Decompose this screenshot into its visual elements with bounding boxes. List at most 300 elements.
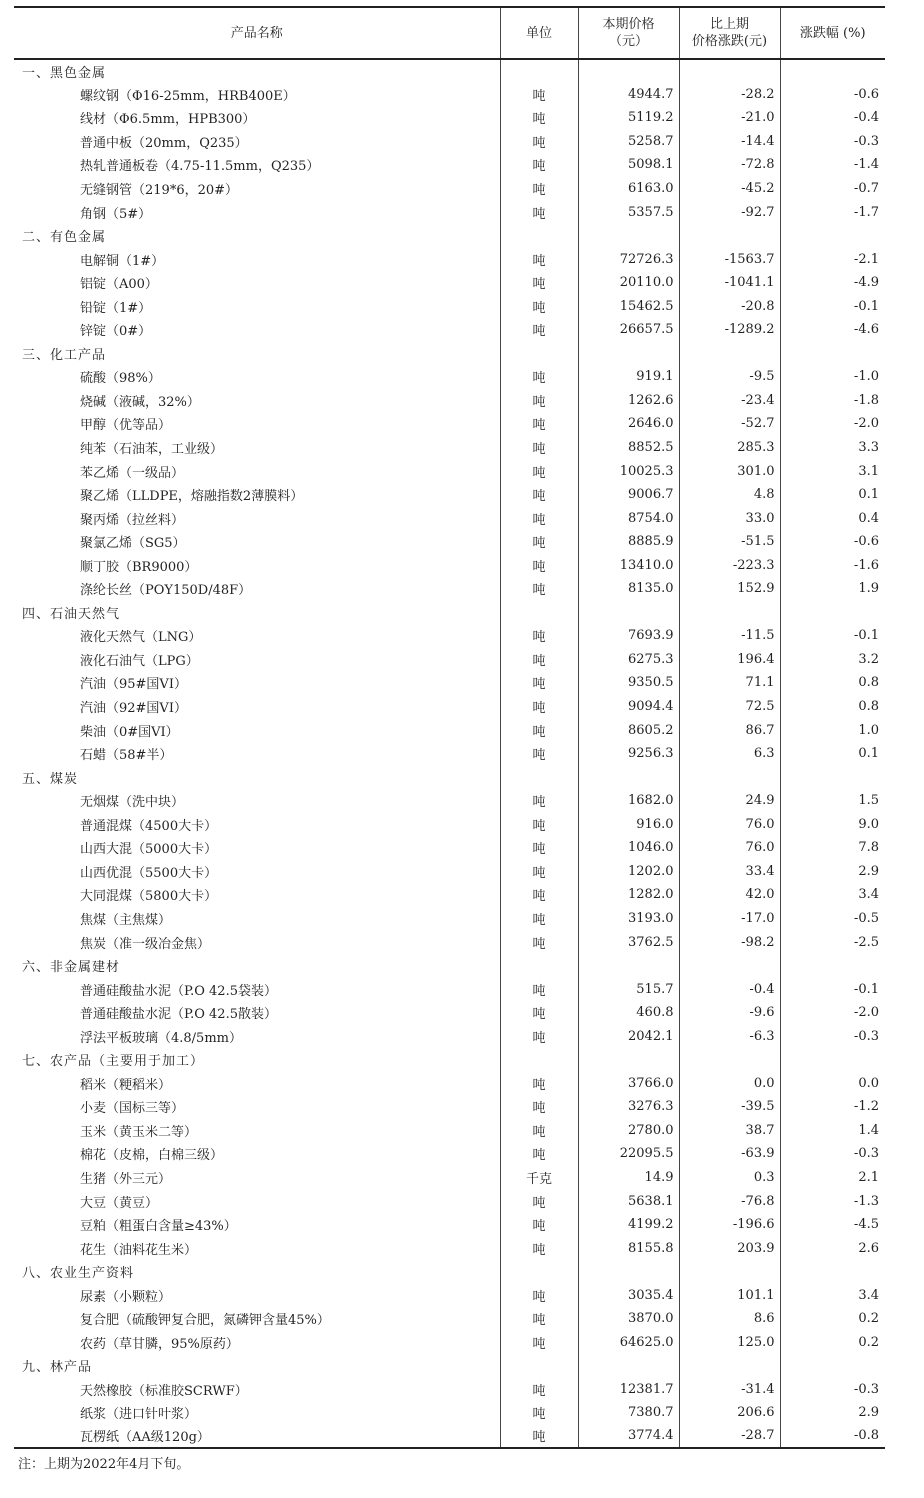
header-change-line2: 价格涨跌(元) xyxy=(691,34,768,49)
unit-cell: 吨 xyxy=(500,1331,578,1355)
unit-cell: 吨 xyxy=(500,671,578,695)
unit-cell: 吨 xyxy=(500,624,578,648)
change-cell: -196.6 xyxy=(679,1213,780,1237)
category-label: 八、农业生产资料 xyxy=(22,1266,135,1282)
change-cell: -45.2 xyxy=(679,177,780,201)
product-name: 聚丙烯（拉丝料） xyxy=(80,512,185,528)
category-row xyxy=(14,1048,885,1072)
product-name: 花生（油料花生米） xyxy=(80,1242,198,1258)
price-cell: 7380.7 xyxy=(578,1401,679,1425)
table-row xyxy=(14,1119,885,1143)
product-name: 苯乙烯（一级品） xyxy=(80,465,185,481)
price-cell: 12381.7 xyxy=(578,1378,679,1402)
empty-cell xyxy=(500,342,578,366)
table-row xyxy=(14,860,885,884)
change-cell: 76.0 xyxy=(679,813,780,837)
empty-cell xyxy=(679,601,780,625)
unit-cell: 吨 xyxy=(500,506,578,530)
header-change xyxy=(679,7,780,59)
unit-cell: 吨 xyxy=(500,247,578,271)
price-cell: 1282.0 xyxy=(578,883,679,907)
unit-cell: 吨 xyxy=(500,1024,578,1048)
category-row xyxy=(14,342,885,366)
empty-cell xyxy=(500,954,578,978)
empty-cell xyxy=(500,765,578,789)
pct-cell: -0.3 xyxy=(780,130,885,154)
unit-cell: 吨 xyxy=(500,695,578,719)
price-cell: 9006.7 xyxy=(578,483,679,507)
table-row xyxy=(14,624,885,648)
price-cell: 3762.5 xyxy=(578,930,679,954)
pct-cell: -0.7 xyxy=(780,177,885,201)
change-cell: -76.8 xyxy=(679,1189,780,1213)
unit-cell: 吨 xyxy=(500,1307,578,1331)
table-header xyxy=(14,7,885,59)
price-cell: 8605.2 xyxy=(578,718,679,742)
pct-cell: 1.4 xyxy=(780,1119,885,1143)
price-cell: 64625.0 xyxy=(578,1331,679,1355)
product-name: 山西优混（5500大卡） xyxy=(80,865,218,881)
table-row xyxy=(14,247,885,271)
product-name: 涤纶长丝（POY150D/48F） xyxy=(80,583,252,599)
change-cell: -28.7 xyxy=(679,1425,780,1449)
product-name: 烧碱（液碱，32%） xyxy=(80,394,200,410)
price-cell: 14.9 xyxy=(578,1166,679,1190)
pct-cell: -4.5 xyxy=(780,1213,885,1237)
change-cell: -23.4 xyxy=(679,389,780,413)
table-row xyxy=(14,1331,885,1355)
unit-cell: 吨 xyxy=(500,530,578,554)
price-cell: 8852.5 xyxy=(578,436,679,460)
table-row xyxy=(14,1307,885,1331)
unit-cell: 吨 xyxy=(500,83,578,107)
empty-cell xyxy=(578,59,679,83)
empty-cell xyxy=(679,954,780,978)
table-body xyxy=(14,59,885,1448)
change-cell: 301.0 xyxy=(679,459,780,483)
pct-cell: -0.6 xyxy=(780,530,885,554)
unit-cell: 吨 xyxy=(500,1236,578,1260)
empty-cell xyxy=(500,601,578,625)
price-cell: 5098.1 xyxy=(578,153,679,177)
empty-cell xyxy=(679,765,780,789)
pct-cell: 0.8 xyxy=(780,695,885,719)
price-cell: 3774.4 xyxy=(578,1425,679,1449)
pct-cell: 2.9 xyxy=(780,860,885,884)
pct-cell: -0.4 xyxy=(780,106,885,130)
product-name: 浮法平板玻璃（4.8/5mm） xyxy=(80,1030,242,1046)
price-cell: 3035.4 xyxy=(578,1283,679,1307)
price-cell: 3870.0 xyxy=(578,1307,679,1331)
empty-cell xyxy=(578,1260,679,1284)
pct-cell: -0.8 xyxy=(780,1425,885,1449)
unit-cell: 吨 xyxy=(500,1119,578,1143)
change-cell: 4.8 xyxy=(679,483,780,507)
unit-cell: 吨 xyxy=(500,271,578,295)
unit-cell: 吨 xyxy=(500,1425,578,1449)
table-row xyxy=(14,200,885,224)
table-row xyxy=(14,294,885,318)
table-row xyxy=(14,483,885,507)
product-name: 铅锭（1#） xyxy=(80,300,152,316)
table-row xyxy=(14,1001,885,1025)
product-name: 山西大混（5000大卡） xyxy=(80,842,218,858)
pct-cell: -2.5 xyxy=(780,930,885,954)
product-name: 焦煤（主焦煤） xyxy=(80,912,172,928)
footnote: 注：上期为2022年4月下旬。 xyxy=(18,1457,190,1472)
empty-cell xyxy=(500,59,578,83)
product-name: 甲醇（优等品） xyxy=(80,418,172,434)
category-label: 五、煤炭 xyxy=(22,771,79,787)
empty-cell xyxy=(500,1354,578,1378)
product-name: 生猪（外三元） xyxy=(80,1171,172,1187)
change-cell: 203.9 xyxy=(679,1236,780,1260)
change-cell: -9.6 xyxy=(679,1001,780,1025)
empty-cell xyxy=(780,342,885,366)
product-name: 大豆（黄豆） xyxy=(80,1195,159,1211)
change-cell: -6.3 xyxy=(679,1024,780,1048)
price-cell: 5258.7 xyxy=(578,130,679,154)
product-name: 顺丁胶（BR9000） xyxy=(80,559,198,575)
change-cell: -72.8 xyxy=(679,153,780,177)
unit-cell: 吨 xyxy=(500,1401,578,1425)
table-row xyxy=(14,742,885,766)
price-cell: 7693.9 xyxy=(578,624,679,648)
table-row xyxy=(14,436,885,460)
empty-cell xyxy=(500,1048,578,1072)
unit-cell: 吨 xyxy=(500,1283,578,1307)
header-unit: 单位 xyxy=(500,7,578,59)
header-name: 产品名称 xyxy=(230,25,283,41)
pct-cell: 3.3 xyxy=(780,436,885,460)
empty-cell xyxy=(679,342,780,366)
product-name: 线材（Φ6.5mm，HPB300） xyxy=(80,112,256,128)
table-row xyxy=(14,577,885,601)
change-cell: 125.0 xyxy=(679,1331,780,1355)
change-cell: 206.6 xyxy=(679,1401,780,1425)
table-row xyxy=(14,695,885,719)
unit-cell: 吨 xyxy=(500,577,578,601)
pct-cell: 7.8 xyxy=(780,836,885,860)
table-row xyxy=(14,1095,885,1119)
empty-cell xyxy=(780,1260,885,1284)
product-name: 普通硅酸盐水泥（P.O 42.5袋装） xyxy=(80,983,277,999)
empty-cell xyxy=(578,765,679,789)
empty-cell xyxy=(780,765,885,789)
table-row xyxy=(14,977,885,1001)
price-cell: 10025.3 xyxy=(578,459,679,483)
table-row xyxy=(14,553,885,577)
change-cell: -21.0 xyxy=(679,106,780,130)
price-table xyxy=(14,6,885,1449)
table-row xyxy=(14,530,885,554)
category-row xyxy=(14,601,885,625)
pct-cell: -2.0 xyxy=(780,412,885,436)
pct-cell: -4.6 xyxy=(780,318,885,342)
empty-cell xyxy=(679,1354,780,1378)
pct-cell: 0.2 xyxy=(780,1307,885,1331)
table-row xyxy=(14,930,885,954)
category-label: 六、非金属建材 xyxy=(22,960,121,976)
category-label: 一、黑色金属 xyxy=(22,65,107,81)
unit-cell: 吨 xyxy=(500,153,578,177)
unit-cell: 吨 xyxy=(500,977,578,1001)
empty-cell xyxy=(780,1354,885,1378)
empty-cell xyxy=(578,954,679,978)
table-row xyxy=(14,83,885,107)
change-cell: -1041.1 xyxy=(679,271,780,295)
product-name: 汽油（95#国VI） xyxy=(80,677,187,693)
pct-cell: -1.6 xyxy=(780,553,885,577)
unit-cell: 吨 xyxy=(500,436,578,460)
product-name: 柴油（0#国VI） xyxy=(80,724,179,740)
product-name: 角钢（5#） xyxy=(80,206,152,222)
unit-cell: 吨 xyxy=(500,648,578,672)
unit-cell: 吨 xyxy=(500,553,578,577)
empty-cell xyxy=(500,1260,578,1284)
product-name: 硫酸（98%） xyxy=(80,371,161,387)
change-cell: -9.5 xyxy=(679,365,780,389)
pct-cell: -1.7 xyxy=(780,200,885,224)
pct-cell: -1.8 xyxy=(780,389,885,413)
price-cell: 1682.0 xyxy=(578,789,679,813)
empty-cell xyxy=(679,1048,780,1072)
change-cell: -11.5 xyxy=(679,624,780,648)
empty-cell xyxy=(780,1048,885,1072)
category-label: 二、有色金属 xyxy=(22,230,107,246)
pct-cell: -0.3 xyxy=(780,1378,885,1402)
pct-cell: 0.2 xyxy=(780,1331,885,1355)
change-cell: 285.3 xyxy=(679,436,780,460)
pct-cell: -0.1 xyxy=(780,294,885,318)
change-cell: 86.7 xyxy=(679,718,780,742)
header-change-line1: 比上期 xyxy=(709,17,749,32)
empty-cell xyxy=(578,224,679,248)
product-name: 石蜡（58#半） xyxy=(80,748,173,764)
pct-cell: 0.0 xyxy=(780,1072,885,1096)
product-name: 纸浆（进口针叶浆） xyxy=(80,1407,198,1423)
change-cell: 0.0 xyxy=(679,1072,780,1096)
price-cell: 460.8 xyxy=(578,1001,679,1025)
category-label: 四、石油天然气 xyxy=(22,606,121,622)
table-row xyxy=(14,648,885,672)
price-cell: 8754.0 xyxy=(578,506,679,530)
pct-cell: -0.3 xyxy=(780,1142,885,1166)
table-row xyxy=(14,1024,885,1048)
pct-cell: -4.9 xyxy=(780,271,885,295)
empty-cell xyxy=(679,224,780,248)
change-cell: 196.4 xyxy=(679,648,780,672)
price-cell: 3766.0 xyxy=(578,1072,679,1096)
unit-cell: 吨 xyxy=(500,294,578,318)
unit-cell: 吨 xyxy=(500,177,578,201)
product-name: 无缝钢管（219*6，20#） xyxy=(80,183,239,198)
empty-cell xyxy=(780,954,885,978)
change-cell: 24.9 xyxy=(679,789,780,813)
pct-cell: -1.0 xyxy=(780,365,885,389)
product-name: 天然橡胶（标准胶SCRWF） xyxy=(80,1383,248,1399)
price-cell: 4199.2 xyxy=(578,1213,679,1237)
unit-cell: 吨 xyxy=(500,789,578,813)
empty-cell xyxy=(679,59,780,83)
price-cell: 8135.0 xyxy=(578,577,679,601)
price-cell: 5357.5 xyxy=(578,200,679,224)
table-row xyxy=(14,130,885,154)
change-cell: -14.4 xyxy=(679,130,780,154)
product-name: 稻米（粳稻米） xyxy=(80,1077,172,1093)
pct-cell: -2.0 xyxy=(780,1001,885,1025)
change-cell: 152.9 xyxy=(679,577,780,601)
category-row xyxy=(14,1260,885,1284)
change-cell: 0.3 xyxy=(679,1166,780,1190)
pct-cell: -0.5 xyxy=(780,907,885,931)
price-cell: 22095.5 xyxy=(578,1142,679,1166)
unit-cell: 吨 xyxy=(500,1189,578,1213)
price-cell: 1046.0 xyxy=(578,836,679,860)
price-cell: 5119.2 xyxy=(578,106,679,130)
pct-cell: 0.1 xyxy=(780,742,885,766)
category-label: 九、林产品 xyxy=(22,1360,93,1376)
product-name: 焦炭（准一级冶金焦） xyxy=(80,936,211,952)
table-row xyxy=(14,718,885,742)
unit-cell: 吨 xyxy=(500,459,578,483)
price-cell: 15462.5 xyxy=(578,294,679,318)
category-row xyxy=(14,1354,885,1378)
product-name: 普通混煤（4500大卡） xyxy=(80,818,218,834)
table-row xyxy=(14,1213,885,1237)
table-row xyxy=(14,836,885,860)
table-row xyxy=(14,1142,885,1166)
pct-cell: 0.8 xyxy=(780,671,885,695)
table-row xyxy=(14,389,885,413)
empty-cell xyxy=(578,342,679,366)
change-cell: -1563.7 xyxy=(679,247,780,271)
change-cell: -28.2 xyxy=(679,83,780,107)
product-name: 螺纹钢（Φ16-25mm，HRB400E） xyxy=(80,88,296,104)
pct-cell: 3.4 xyxy=(780,1283,885,1307)
empty-cell xyxy=(780,601,885,625)
change-cell: 38.7 xyxy=(679,1119,780,1143)
product-name: 复合肥（硫酸钾复合肥，氮磷钾含量45%） xyxy=(80,1313,330,1329)
unit-cell: 吨 xyxy=(500,1095,578,1119)
product-name: 聚乙烯（LLDPE，熔融指数2薄膜料） xyxy=(80,489,304,505)
change-cell: -31.4 xyxy=(679,1378,780,1402)
table-row xyxy=(14,1425,885,1449)
price-cell: 3276.3 xyxy=(578,1095,679,1119)
change-cell: 76.0 xyxy=(679,836,780,860)
change-cell: -1289.2 xyxy=(679,318,780,342)
unit-cell: 吨 xyxy=(500,742,578,766)
pct-cell: 2.1 xyxy=(780,1166,885,1190)
change-cell: 6.3 xyxy=(679,742,780,766)
empty-cell xyxy=(578,601,679,625)
unit-cell: 吨 xyxy=(500,200,578,224)
price-cell: 72726.3 xyxy=(578,247,679,271)
unit-cell: 吨 xyxy=(500,813,578,837)
product-name: 电解铜（1#） xyxy=(80,253,165,269)
unit-cell: 吨 xyxy=(500,412,578,436)
price-cell: 2646.0 xyxy=(578,412,679,436)
change-cell: -51.5 xyxy=(679,530,780,554)
change-cell: 72.5 xyxy=(679,695,780,719)
price-cell: 5638.1 xyxy=(578,1189,679,1213)
pct-cell: -1.2 xyxy=(780,1095,885,1119)
header-pct: 涨跌幅 (%) xyxy=(780,7,885,59)
unit-cell: 吨 xyxy=(500,1213,578,1237)
empty-cell xyxy=(578,1354,679,1378)
unit-cell: 吨 xyxy=(500,1142,578,1166)
table-row xyxy=(14,1378,885,1402)
pct-cell: 0.1 xyxy=(780,483,885,507)
unit-cell: 吨 xyxy=(500,318,578,342)
change-cell: -39.5 xyxy=(679,1095,780,1119)
category-row xyxy=(14,59,885,83)
product-name: 尿素（小颗粒） xyxy=(80,1289,172,1305)
price-cell: 8155.8 xyxy=(578,1236,679,1260)
pct-cell: 3.4 xyxy=(780,883,885,907)
table-row xyxy=(14,106,885,130)
change-cell: 71.1 xyxy=(679,671,780,695)
table-row xyxy=(14,365,885,389)
price-cell: 916.0 xyxy=(578,813,679,837)
category-row xyxy=(14,954,885,978)
pct-cell: -0.6 xyxy=(780,83,885,107)
pct-cell: -1.4 xyxy=(780,153,885,177)
table-row xyxy=(14,813,885,837)
unit-cell: 吨 xyxy=(500,930,578,954)
price-cell: 26657.5 xyxy=(578,318,679,342)
price-cell: 20110.0 xyxy=(578,271,679,295)
change-cell: -52.7 xyxy=(679,412,780,436)
table-row xyxy=(14,1166,885,1190)
change-cell: 33.4 xyxy=(679,860,780,884)
table-row xyxy=(14,671,885,695)
unit-cell: 吨 xyxy=(500,365,578,389)
table-row xyxy=(14,506,885,530)
pct-cell: 2.9 xyxy=(780,1401,885,1425)
product-name: 棉花（皮棉，白棉三级） xyxy=(80,1148,224,1164)
table-row xyxy=(14,883,885,907)
product-name: 汽油（92#国VI） xyxy=(80,701,187,717)
pct-cell: 9.0 xyxy=(780,813,885,837)
category-row xyxy=(14,224,885,248)
change-cell: -63.9 xyxy=(679,1142,780,1166)
price-cell: 1262.6 xyxy=(578,389,679,413)
table-row xyxy=(14,1283,885,1307)
change-cell: -0.4 xyxy=(679,977,780,1001)
pct-cell: -2.1 xyxy=(780,247,885,271)
price-cell: 1202.0 xyxy=(578,860,679,884)
product-name: 玉米（黄玉米二等） xyxy=(80,1124,198,1140)
product-name: 普通中板（20mm，Q235） xyxy=(80,135,248,151)
pct-cell: 3.1 xyxy=(780,459,885,483)
change-cell: 8.6 xyxy=(679,1307,780,1331)
price-cell: 8885.9 xyxy=(578,530,679,554)
product-name: 聚氯乙烯（SG5） xyxy=(80,536,186,552)
price-cell: 4944.7 xyxy=(578,83,679,107)
product-name: 液化石油气（LPG） xyxy=(80,653,199,669)
table-row xyxy=(14,271,885,295)
price-cell: 919.1 xyxy=(578,365,679,389)
change-cell: 33.0 xyxy=(679,506,780,530)
price-cell: 2042.1 xyxy=(578,1024,679,1048)
change-cell: -92.7 xyxy=(679,200,780,224)
empty-cell xyxy=(780,59,885,83)
empty-cell xyxy=(578,1048,679,1072)
unit-cell: 吨 xyxy=(500,907,578,931)
category-label: 三、化工产品 xyxy=(22,347,107,363)
table-row xyxy=(14,1236,885,1260)
